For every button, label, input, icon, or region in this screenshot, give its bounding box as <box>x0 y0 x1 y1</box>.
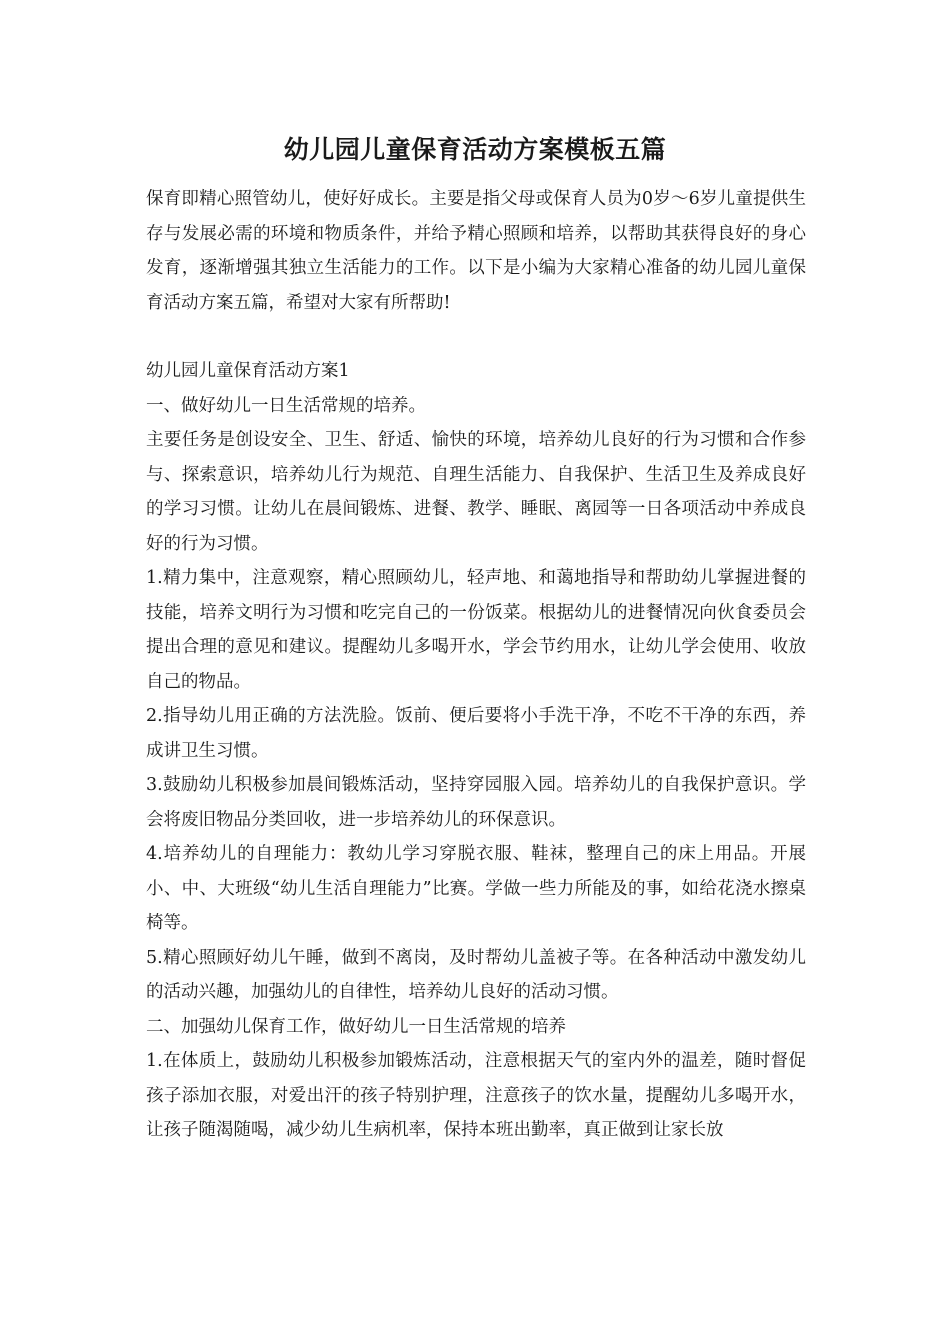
list-item-5: 5.精心照顾好幼儿午睡，做到不离岗，及时帮幼儿盖被子等。在各种活动中激发幼儿的活动兴趣，加强幼儿的自律性，培养幼儿良好的活动习惯。 <box>146 947 806 1002</box>
list-item-1: 1.精力集中，注意观察，精心照顾幼儿，轻声地、和蔼地指导和帮助幼儿掌握进餐的技能，培养文明行为习惯和吃完自己的一份饭菜。根据幼儿的进餐情况向伙食委员会提出合理的意见和建议。提醒幼儿多喝开水，学会节约用水，让幼儿学会使用、收放自己的物品。 <box>146 568 806 692</box>
heading-two: 二、加强幼儿保育工作，做好幼儿一日生活常规的培养 <box>146 1016 566 1037</box>
paragraph-main-tasks: 主要任务是创设安全、卫生、舒适、愉快的环境，培养幼儿良好的行为习惯和合作参与、探索意识，培养幼儿行为规范、自理生活能力、自我保护、生活卫生及养成良好的学习习惯。让幼儿在晨间锻炼、进餐、教学、睡眠、离园等一日各项活动中养成良好的行为习惯。 <box>146 430 806 554</box>
list-item-6: 1.在体质上，鼓励幼儿积极参加锻炼活动，注意根据天气的室内外的温差，随时督促孩子添加衣服，对爱出汗的孩子特别护理，注意孩子的饮水量，提醒幼儿多喝开水，让孩子随渴随喝，减少幼儿生病机率，保持本班出勤率，真正做到让家长放 <box>146 1051 806 1140</box>
list-item-4: 4.培养幼儿的自理能力：教幼儿学习穿脱衣服、鞋袜，整理自己的床上用品。开展小、中、大班级“幼儿生活自理能力”比赛。学做一些力所能及的事，如给花浇水擦桌椅等。 <box>146 844 806 933</box>
list-item-3: 3.鼓励幼儿积极参加晨间锻炼活动，坚持穿园服入园。培养幼儿的自我保护意识。学会将废旧物品分类回收，进一步培养幼儿的环保意识。 <box>146 775 806 830</box>
document-body <box>146 182 806 1148</box>
paragraph-gap <box>146 320 806 354</box>
list-item-2: 2.指导幼儿用正确的方法洗脸。饭前、便后要将小手洗干净，不吃不干净的东西，养成讲卫生习惯。 <box>146 706 806 761</box>
intro-paragraph: 保育即精心照管幼儿，使好好成长。主要是指父母或保育人员为0岁～6岁儿童提供生存与发展必需的环境和物质条件，并给予精心照顾和培养，以帮助其获得良好的身心发育，逐渐增强其独立生活能力的工作。以下是小编为大家精心准备的幼儿园儿童保育活动方案五篇，希望对大家有所帮助! <box>146 189 806 313</box>
document-title: 幼儿园儿童保育活动方案模板五篇 <box>283 135 667 164</box>
heading-one: 一、做好幼儿一日生活常规的培养。 <box>146 395 426 416</box>
section-title: 幼儿园儿童保育活动方案1 <box>146 361 350 381</box>
